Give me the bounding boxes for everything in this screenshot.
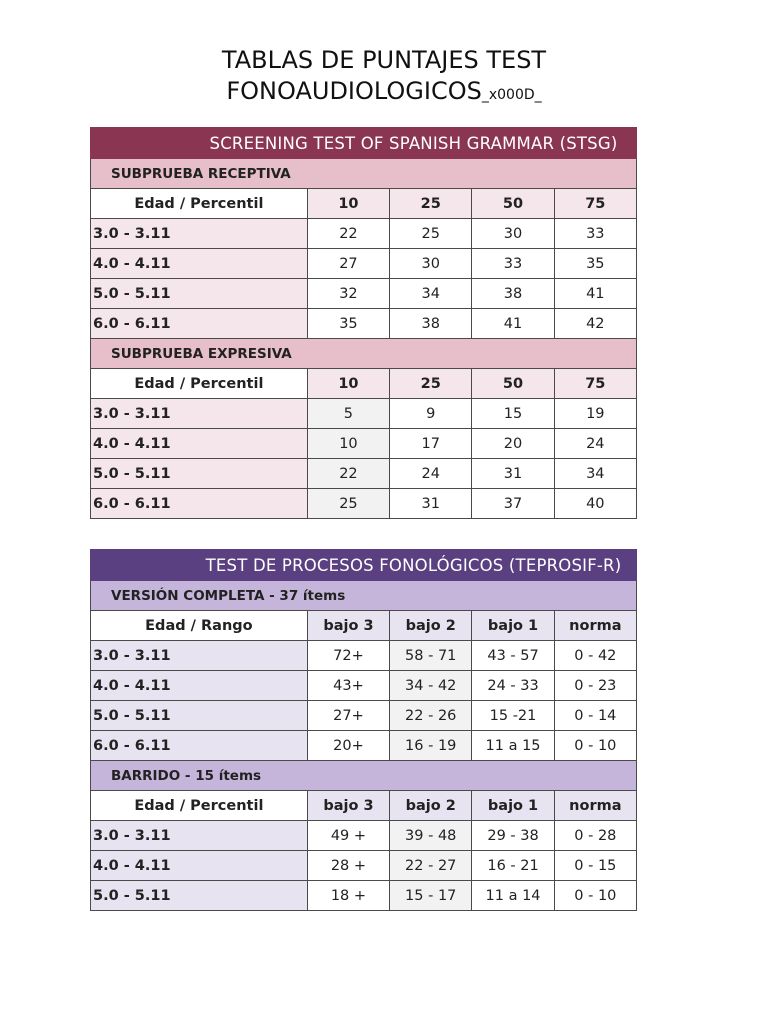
stsg-table (90, 127, 637, 519)
table-cell: 37 (472, 489, 554, 519)
stsg-expresiva-column-headers (91, 369, 637, 399)
page-title-line1: TABLAS DE PUNTAJES TEST (221, 46, 547, 74)
teprosif-title: TEST DE PROCESOS FONOLÓGICOS (TEPROSIF-R) (91, 550, 637, 581)
table-cell: 27 (307, 249, 389, 279)
table-cell: 41 (472, 309, 554, 339)
row-label: 5.0 - 5.11 (91, 459, 308, 489)
table-cell: 11 a 15 (472, 731, 554, 761)
column-header: Edad / Percentil (91, 189, 308, 219)
table-cell: 38 (472, 279, 554, 309)
stsg-title-row (91, 128, 637, 159)
teprosif-completa-label: VERSIÓN COMPLETA - 37 ítems (91, 581, 637, 611)
row-label: 4.0 - 4.11 (91, 429, 308, 459)
table-cell: 25 (390, 219, 472, 249)
table-cell: 15 (472, 399, 554, 429)
stsg-receptiva-column-headers (91, 189, 637, 219)
table-cell: 22 - 26 (390, 701, 472, 731)
column-header: Edad / Percentil (91, 369, 308, 399)
table-cell: 31 (472, 459, 554, 489)
page-title (0, 45, 768, 111)
row-label: 6.0 - 6.11 (91, 309, 308, 339)
table-cell: 0 - 10 (554, 731, 636, 761)
teprosif-barrido-label: BARRIDO - 15 ítems (91, 761, 637, 791)
table-row (91, 731, 637, 761)
table-cell: 24 - 33 (472, 671, 554, 701)
table-cell: 0 - 14 (554, 701, 636, 731)
teprosif-completa-column-headers (91, 611, 637, 641)
table-cell: 72+ (307, 641, 389, 671)
table-cell: 25 (307, 489, 389, 519)
row-label: 4.0 - 4.11 (91, 249, 308, 279)
row-label: 5.0 - 5.11 (91, 279, 308, 309)
stsg-expresiva-label: SUBPRUEBA EXPRESIVA (91, 339, 637, 369)
row-label: 4.0 - 4.11 (91, 851, 308, 881)
column-header: norma (554, 611, 636, 641)
row-label: 3.0 - 3.11 (91, 641, 308, 671)
table-cell: 0 - 23 (554, 671, 636, 701)
column-header: bajo 3 (307, 611, 389, 641)
table-cell: 29 - 38 (472, 821, 554, 851)
table-cell: 18 + (307, 881, 389, 911)
table-row (91, 641, 637, 671)
stsg-receptiva-header (91, 159, 637, 189)
table-cell: 34 - 42 (390, 671, 472, 701)
table-row (91, 489, 637, 519)
table-cell: 20 (472, 429, 554, 459)
table-cell: 35 (307, 309, 389, 339)
teprosif-title-row (91, 550, 637, 581)
table-cell: 42 (554, 309, 636, 339)
row-label: 3.0 - 3.11 (91, 821, 308, 851)
table-row (91, 249, 637, 279)
table-cell: 33 (472, 249, 554, 279)
table-cell: 30 (472, 219, 554, 249)
table-row (91, 459, 637, 489)
table-cell: 0 - 28 (554, 821, 636, 851)
table-cell: 22 (307, 219, 389, 249)
column-header: bajo 1 (472, 791, 554, 821)
row-label: 5.0 - 5.11 (91, 701, 308, 731)
row-label: 5.0 - 5.11 (91, 881, 308, 911)
table-cell: 28 + (307, 851, 389, 881)
page-title-line2-text: FONOAUDIOLOGICOS (226, 77, 482, 105)
table-cell: 24 (554, 429, 636, 459)
table-cell: 16 - 19 (390, 731, 472, 761)
table-cell: 10 (307, 429, 389, 459)
table-row (91, 821, 637, 851)
table-cell: 9 (390, 399, 472, 429)
table-cell: 34 (554, 459, 636, 489)
column-header: bajo 2 (390, 611, 472, 641)
table-cell: 40 (554, 489, 636, 519)
column-header: 75 (554, 369, 636, 399)
table-cell: 31 (390, 489, 472, 519)
stsg-expresiva-header (91, 339, 637, 369)
table-row (91, 279, 637, 309)
column-header: 25 (390, 369, 472, 399)
page-title-suffix: _x000D_ (481, 87, 542, 103)
table-cell: 15 -21 (472, 701, 554, 731)
table-cell: 16 - 21 (472, 851, 554, 881)
column-header: bajo 3 (307, 791, 389, 821)
table-cell: 38 (390, 309, 472, 339)
table-cell: 17 (390, 429, 472, 459)
table-cell: 49 + (307, 821, 389, 851)
table-cell: 0 - 42 (554, 641, 636, 671)
table-row (91, 881, 637, 911)
table-cell: 32 (307, 279, 389, 309)
table-cell: 5 (307, 399, 389, 429)
teprosif-barrido-column-headers (91, 791, 637, 821)
table-cell: 58 - 71 (390, 641, 472, 671)
table-cell: 33 (554, 219, 636, 249)
column-header: 75 (554, 189, 636, 219)
table-row (91, 851, 637, 881)
table-row (91, 671, 637, 701)
table-cell: 41 (554, 279, 636, 309)
table-cell: 0 - 10 (554, 881, 636, 911)
table-cell: 34 (390, 279, 472, 309)
teprosif-completa-header (91, 581, 637, 611)
page-title-line2 (0, 76, 768, 111)
table-cell: 43+ (307, 671, 389, 701)
table-cell: 22 (307, 459, 389, 489)
stsg-receptiva-label: SUBPRUEBA RECEPTIVA (91, 159, 637, 189)
table-cell: 43 - 57 (472, 641, 554, 671)
table-cell: 24 (390, 459, 472, 489)
table-cell: 0 - 15 (554, 851, 636, 881)
table-row (91, 219, 637, 249)
column-header: Edad / Percentil (91, 791, 308, 821)
table-row (91, 701, 637, 731)
teprosif-table (90, 549, 637, 911)
teprosif-barrido-header (91, 761, 637, 791)
table-cell: 30 (390, 249, 472, 279)
column-header: 25 (390, 189, 472, 219)
column-header: 50 (472, 189, 554, 219)
table-row (91, 399, 637, 429)
row-label: 6.0 - 6.11 (91, 731, 308, 761)
column-header: norma (554, 791, 636, 821)
table-cell: 20+ (307, 731, 389, 761)
row-label: 6.0 - 6.11 (91, 489, 308, 519)
column-header: 10 (307, 189, 389, 219)
column-header: 50 (472, 369, 554, 399)
column-header: Edad / Rango (91, 611, 308, 641)
column-header: bajo 1 (472, 611, 554, 641)
table-cell: 39 - 48 (390, 821, 472, 851)
table-cell: 27+ (307, 701, 389, 731)
table-cell: 11 a 14 (472, 881, 554, 911)
table-cell: 15 - 17 (390, 881, 472, 911)
column-header: 10 (307, 369, 389, 399)
table-row (91, 309, 637, 339)
row-label: 3.0 - 3.11 (91, 219, 308, 249)
row-label: 3.0 - 3.11 (91, 399, 308, 429)
column-header: bajo 2 (390, 791, 472, 821)
stsg-title: SCREENING TEST OF SPANISH GRAMMAR (STSG) (91, 128, 637, 159)
table-cell: 35 (554, 249, 636, 279)
table-cell: 22 - 27 (390, 851, 472, 881)
row-label: 4.0 - 4.11 (91, 671, 308, 701)
table-cell: 19 (554, 399, 636, 429)
table-row (91, 429, 637, 459)
